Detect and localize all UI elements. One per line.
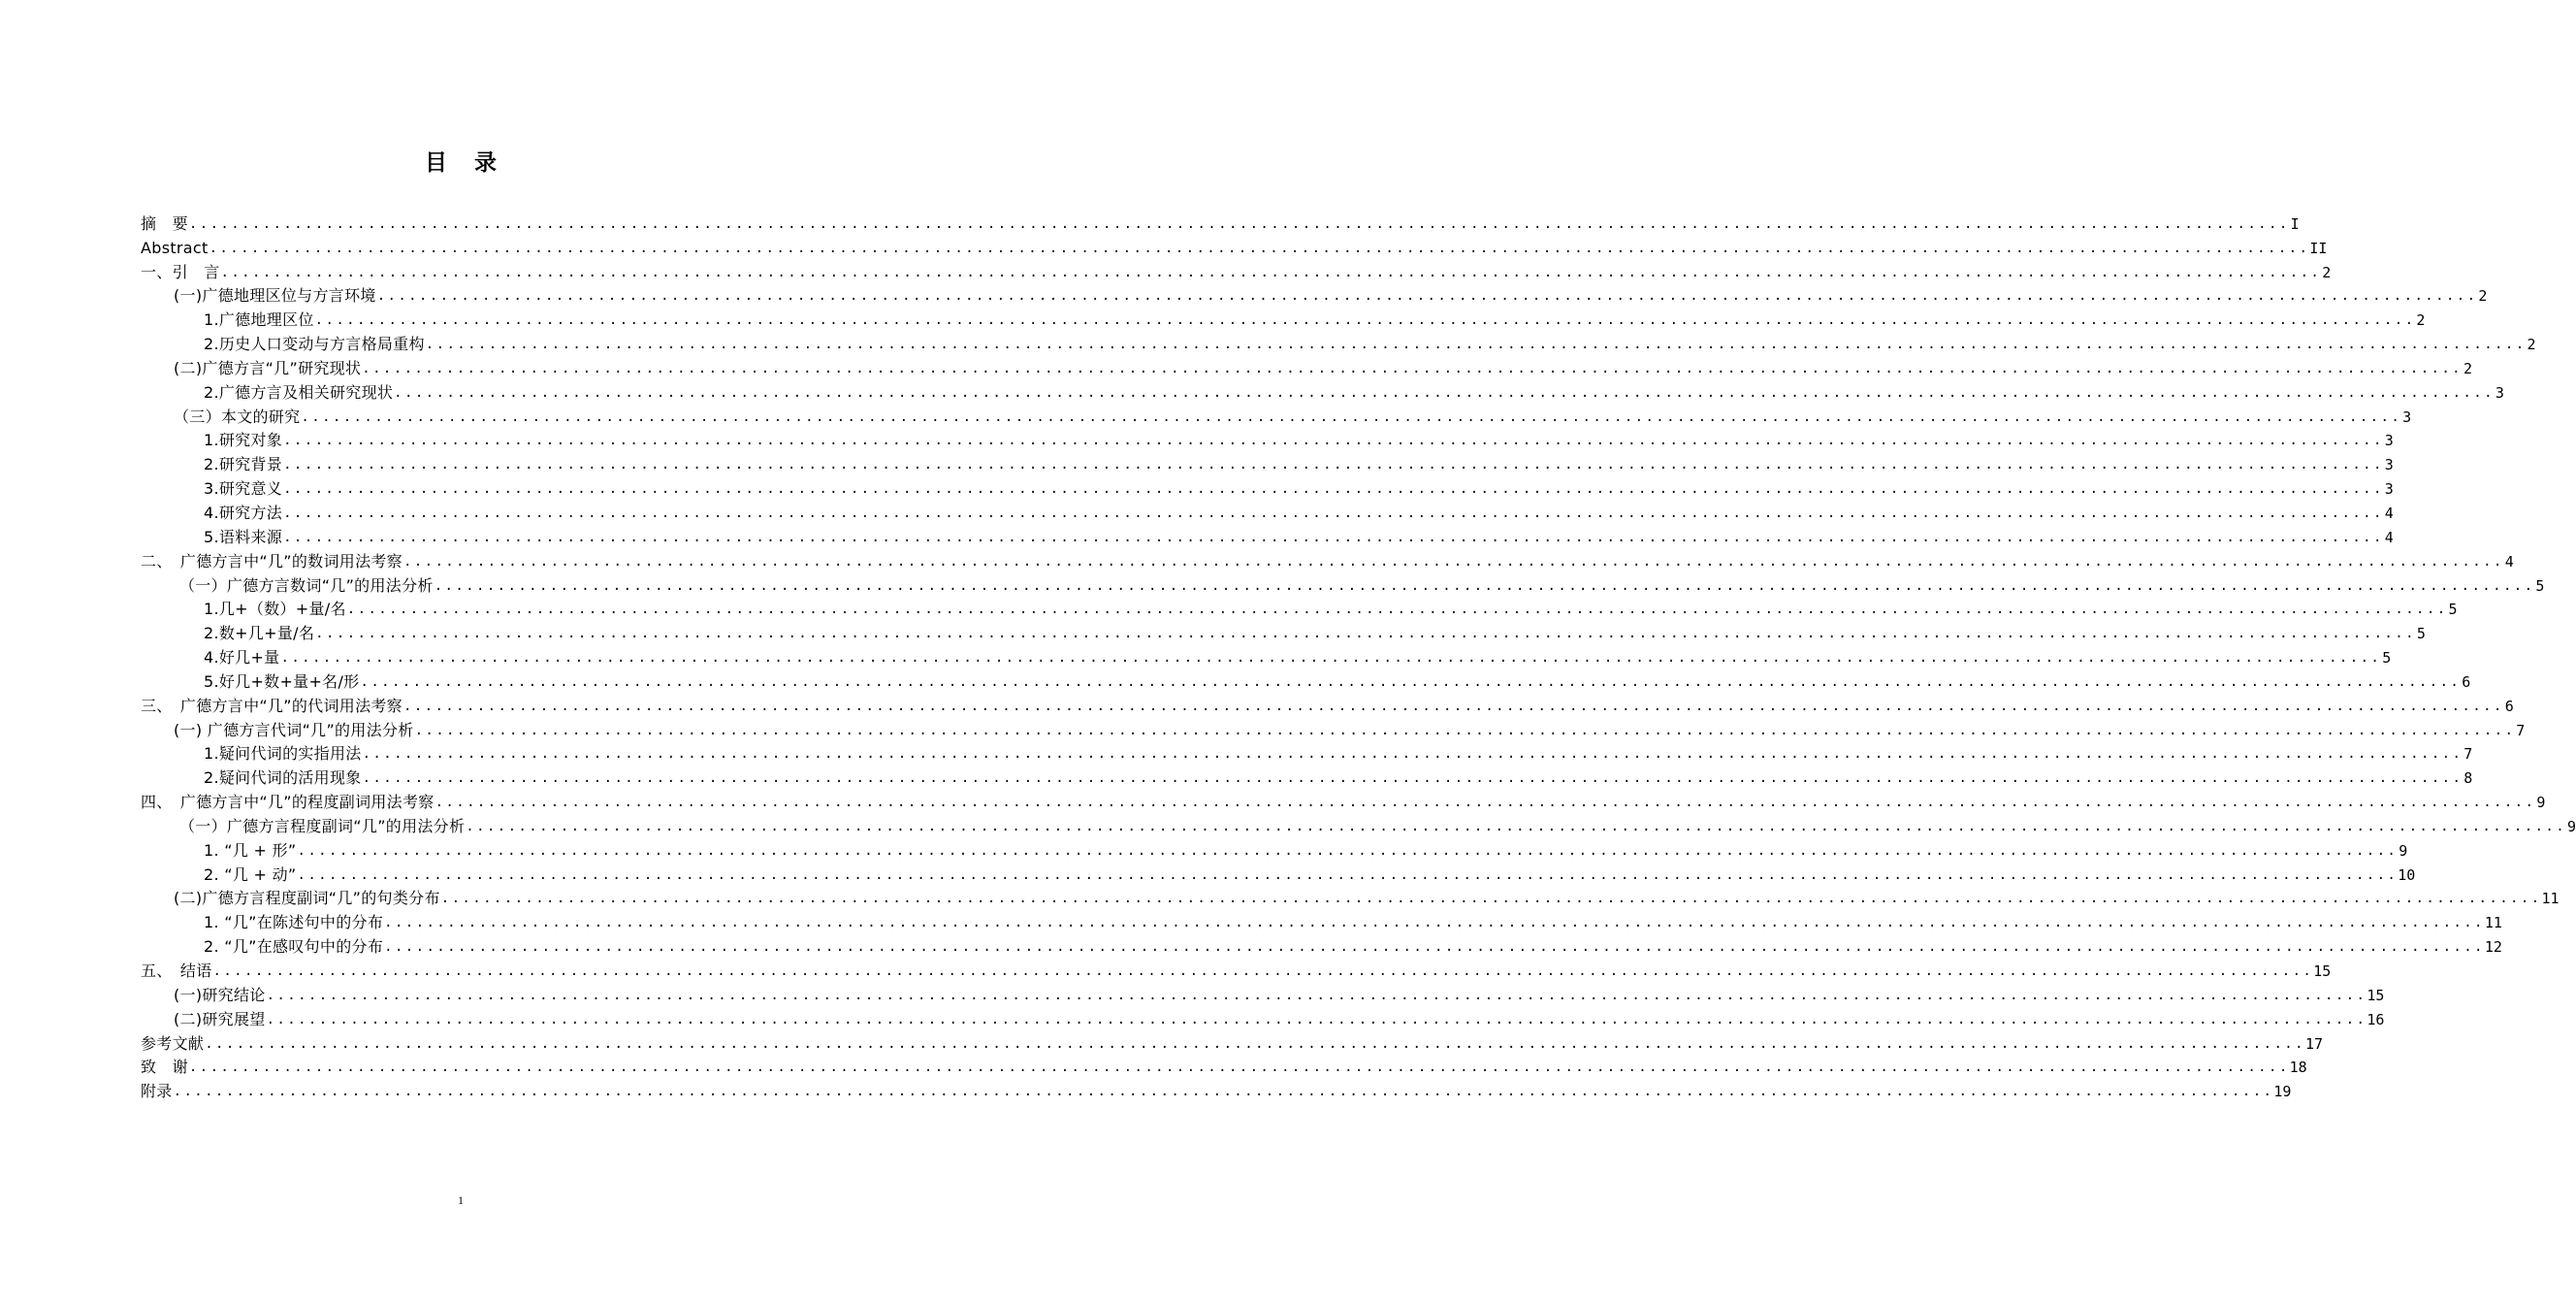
toc-entry[interactable] bbox=[141, 354, 2473, 378]
toc-entry-label: (一) 广德方言代词“几”的用法分析 bbox=[174, 720, 414, 739]
toc-entry-label: 1.广德地理区位 bbox=[204, 310, 314, 330]
toc-entry-label: 2.数+几+量/名 bbox=[204, 624, 315, 643]
toc-entry-page: 6 bbox=[2504, 697, 2514, 715]
toc-entry[interactable] bbox=[141, 403, 2412, 427]
toc-leader-dots: ........................................................................................................................................................................................................ bbox=[283, 457, 2384, 473]
toc-leader-dots: ........................................................................................................................................................................................................ bbox=[435, 795, 2536, 811]
toc-leader-dots: ........................................................................................................................................................................................................ bbox=[205, 1035, 2305, 1052]
toc-entry[interactable] bbox=[141, 885, 2560, 909]
toc-leader-dots: ........................................................................................................................................................................................................ bbox=[384, 915, 2485, 931]
toc-entry-page: 2 bbox=[2322, 263, 2332, 281]
toc-entry[interactable] bbox=[141, 596, 2458, 620]
toc-entry[interactable] bbox=[141, 957, 2332, 981]
toc-entry[interactable] bbox=[141, 932, 2502, 957]
toc-entry-page: 8 bbox=[2463, 769, 2473, 788]
toc-entry-label: 致 谢 bbox=[141, 1058, 188, 1077]
toc-leader-dots: ........................................................................................................................................................................................................ bbox=[402, 698, 2504, 714]
toc-entry-page: 5 bbox=[2416, 625, 2426, 643]
toc-entry-label: 1.研究对象 bbox=[204, 431, 283, 450]
toc-entry-label: 5.好几+数+量+名/形 bbox=[204, 671, 360, 691]
toc-entry-page: 17 bbox=[2304, 1034, 2324, 1053]
toc-entry-page: 12 bbox=[2484, 938, 2502, 957]
toc-leader-dots: ........................................................................................................................................................................................................ bbox=[283, 433, 2384, 449]
toc-leader-dots: ........................................................................................................................................................................................................ bbox=[188, 215, 2290, 232]
toc-entry[interactable] bbox=[141, 499, 2394, 523]
toc-entry-label: （一）广德方言程度副词“几”的用法分析 bbox=[179, 816, 466, 835]
toc-entry-label: (二)广德方言程度副词“几”的句类分布 bbox=[174, 889, 440, 908]
toc-entry[interactable] bbox=[141, 258, 2332, 282]
toc-entry-page: 15 bbox=[2367, 986, 2385, 1004]
toc-leader-dots: ........................................................................................................................................................................................................ bbox=[212, 963, 2314, 979]
toc-entry-label: 2.广德方言及相关研究现状 bbox=[204, 382, 394, 402]
toc-leader-dots: ........................................................................................................................................................................................................ bbox=[376, 288, 2478, 305]
toc-entry-label: (一)广德地理区位与方言环境 bbox=[174, 286, 376, 306]
toc-entry-page: 18 bbox=[2289, 1059, 2307, 1077]
toc-entry[interactable] bbox=[141, 427, 2394, 451]
toc-entry[interactable] bbox=[141, 692, 2514, 716]
toc-leader-dots: ........................................................................................................................................................................................................ bbox=[266, 1011, 2367, 1027]
toc-entry[interactable] bbox=[141, 306, 2426, 330]
toc-leader-dots: ........................................................................................................................................................................................................ bbox=[188, 1060, 2290, 1076]
page-number: 1 bbox=[458, 1193, 464, 1207]
toc-entry-page: 3 bbox=[2495, 383, 2504, 402]
toc-entry-label: 三、 广德方言中“几”的代词用法考察 bbox=[141, 696, 402, 715]
toc-entry-label: 3.研究意义 bbox=[204, 479, 283, 499]
toc-leader-dots: ........................................................................................................................................................................................................ bbox=[384, 939, 2485, 956]
toc-entry[interactable] bbox=[141, 378, 2504, 403]
toc-leader-dots: ........................................................................................................................................................................................................ bbox=[297, 866, 2399, 883]
toc-leader-dots: ........................................................................................................................................................................................................ bbox=[315, 626, 2416, 642]
toc-leader-dots: ........................................................................................................................................................................................................ bbox=[209, 240, 2310, 256]
toc-entry-page: I bbox=[2290, 214, 2300, 233]
toc-leader-dots: ........................................................................................................................................................................................................ bbox=[362, 360, 2463, 376]
toc-entry-page: 3 bbox=[2384, 432, 2394, 450]
toc-entry-page: 11 bbox=[2541, 890, 2560, 908]
toc-entry-page: 5 bbox=[2382, 649, 2392, 668]
toc-entry[interactable] bbox=[141, 1054, 2307, 1078]
toc-leader-dots: ........................................................................................................................................................................................................ bbox=[297, 842, 2399, 859]
toc-entry-label: 2. “几”在感叹句中的分布 bbox=[204, 937, 384, 957]
toc-entry[interactable] bbox=[141, 523, 2394, 547]
toc-entry-page: 10 bbox=[2398, 865, 2416, 884]
toc-entry-page: 3 bbox=[2384, 480, 2394, 499]
toc-entry-label: 附录 bbox=[141, 1082, 173, 1101]
toc-entry-label: Abstract bbox=[141, 238, 209, 257]
toc-entry[interactable] bbox=[141, 450, 2394, 474]
toc-leader-dots: ........................................................................................................................................................................................................ bbox=[280, 650, 2382, 667]
toc-entry-label: 1. “几 + 形” bbox=[204, 840, 297, 860]
toc-entry-label: 1.几+（数）+量/名 bbox=[204, 600, 346, 619]
toc-leader-dots: ........................................................................................................................................................................................................ bbox=[440, 891, 2542, 907]
toc-entry-label: 4.好几+量 bbox=[204, 648, 280, 668]
toc-entry-page: 7 bbox=[2463, 745, 2473, 764]
toc-entry[interactable] bbox=[141, 643, 2392, 668]
toc-entry-page: 19 bbox=[2273, 1083, 2292, 1101]
toc-leader-dots: ........................................................................................................................................................................................................ bbox=[283, 481, 2384, 498]
toc-entry-page: 2 bbox=[2527, 336, 2536, 354]
toc-entry[interactable] bbox=[141, 981, 2385, 1005]
toc-entry-page: 5 bbox=[2535, 576, 2545, 595]
toc-leader-dots: ........................................................................................................................................................................................................ bbox=[283, 505, 2384, 521]
toc-leader-dots: ........................................................................................................................................................................................................ bbox=[266, 987, 2367, 1003]
toc-entry[interactable] bbox=[141, 234, 2328, 258]
toc-entry-page: 9 bbox=[2567, 817, 2576, 835]
toc-entry[interactable] bbox=[141, 1077, 2292, 1101]
toc-entry-page: 4 bbox=[2504, 552, 2514, 570]
toc-entry-page: 3 bbox=[2384, 456, 2394, 474]
toc-entry-page: 4 bbox=[2384, 504, 2394, 522]
toc-entry-label: 4.研究方法 bbox=[204, 503, 283, 522]
toc-entry-page: II bbox=[2309, 239, 2328, 257]
toc-leader-dots: ........................................................................................................................................................................................................ bbox=[362, 770, 2463, 787]
toc-entry-page: 2 bbox=[2478, 287, 2488, 306]
toc-entry[interactable] bbox=[141, 740, 2473, 765]
toc-entry[interactable] bbox=[141, 812, 2576, 836]
toc-entry-label: 2. “几 + 动” bbox=[204, 864, 297, 884]
toc-entry-label: (二)广德方言“几”研究现状 bbox=[174, 358, 362, 377]
toc-entry-label: 1. “几”在陈述句中的分布 bbox=[204, 913, 384, 932]
toc-entry-page: 5 bbox=[2448, 601, 2458, 619]
toc-entry[interactable] bbox=[141, 1029, 2324, 1054]
toc-entry[interactable] bbox=[141, 668, 2471, 692]
toc-entry-page: 4 bbox=[2384, 528, 2394, 546]
toc-entry-page: 3 bbox=[2402, 408, 2412, 426]
table-of-contents bbox=[141, 210, 2576, 1101]
toc-entry-page: 9 bbox=[2536, 794, 2546, 812]
toc-entry-page: 16 bbox=[2367, 1010, 2385, 1028]
toc-entry[interactable] bbox=[141, 861, 2416, 885]
toc-entry-label: 2.研究背景 bbox=[204, 455, 283, 474]
toc-entry-page: 9 bbox=[2399, 841, 2408, 860]
toc-entry-label: 摘 要 bbox=[141, 213, 188, 233]
toc-leader-dots: ........................................................................................................................................................................................................ bbox=[402, 553, 2504, 570]
toc-entry-label: 1.疑问代词的实指用法 bbox=[204, 744, 362, 764]
toc-leader-dots: ........................................................................................................................................................................................................ bbox=[301, 408, 2402, 425]
toc-entry[interactable] bbox=[141, 908, 2502, 932]
toc-entry-label: 五、 结语 bbox=[141, 962, 212, 980]
toc-entry-page: 2 bbox=[2416, 311, 2426, 330]
toc-leader-dots: ........................................................................................................................................................................................................ bbox=[414, 722, 2516, 738]
toc-entry-label: (二)研究展望 bbox=[174, 1009, 266, 1028]
toc-entry[interactable] bbox=[141, 282, 2488, 307]
toc-entry-page: 6 bbox=[2462, 672, 2471, 691]
toc-leader-dots: ........................................................................................................................................................................................................ bbox=[283, 529, 2384, 545]
toc-entry-label: (一)研究结论 bbox=[174, 985, 266, 1004]
toc-entry-label: （一）广德方言数词“几”的用法分析 bbox=[179, 575, 434, 595]
toc-leader-dots: ........................................................................................................................................................................................................ bbox=[362, 746, 2463, 763]
toc-entry-label: 2.疑问代词的活用现象 bbox=[204, 768, 362, 788]
toc-entry-page: 7 bbox=[2516, 721, 2526, 739]
toc-entry[interactable] bbox=[141, 764, 2473, 788]
toc-entry[interactable] bbox=[141, 547, 2514, 571]
toc-leader-dots: ........................................................................................................................................................................................................ bbox=[434, 577, 2535, 594]
toc-leader-dots: ........................................................................................................................................................................................................ bbox=[466, 818, 2567, 834]
toc-entry-label: 二、 广德方言中“几”的数词用法考察 bbox=[141, 551, 402, 570]
toc-leader-dots: ........................................................................................................................................................................................................ bbox=[314, 312, 2416, 329]
toc-entry[interactable] bbox=[141, 788, 2546, 812]
toc-leader-dots: ........................................................................................................................................................................................................ bbox=[220, 264, 2322, 280]
toc-leader-dots: ........................................................................................................................................................................................................ bbox=[360, 673, 2462, 690]
toc-entry-page: 11 bbox=[2484, 914, 2502, 932]
toc-entry[interactable] bbox=[141, 1005, 2385, 1029]
toc-entry[interactable] bbox=[141, 619, 2426, 643]
toc-entry-page: 15 bbox=[2313, 962, 2332, 980]
toc-title: 目录 bbox=[425, 150, 524, 176]
toc-entry[interactable] bbox=[141, 210, 2300, 234]
toc-entry[interactable] bbox=[141, 474, 2394, 499]
toc-entry-label: 四、 广德方言中“几”的程度副词用法考察 bbox=[141, 793, 435, 812]
toc-entry[interactable] bbox=[141, 716, 2526, 740]
toc-entry-label: 5.语料来源 bbox=[204, 527, 283, 546]
toc-leader-dots: ........................................................................................................................................................................................................ bbox=[173, 1084, 2274, 1100]
toc-leader-dots: ........................................................................................................................................................................................................ bbox=[394, 384, 2495, 401]
toc-entry[interactable] bbox=[141, 330, 2536, 354]
toc-entry-page: 2 bbox=[2463, 359, 2473, 377]
toc-entry-label: 参考文献 bbox=[141, 1033, 205, 1053]
toc-entry[interactable] bbox=[141, 836, 2408, 861]
toc-entry[interactable] bbox=[141, 571, 2545, 596]
toc-entry-label: 一、引 言 bbox=[141, 262, 220, 281]
toc-leader-dots: ........................................................................................................................................................................................................ bbox=[425, 337, 2527, 353]
toc-entry-label: （三）本文的研究 bbox=[174, 407, 301, 426]
toc-entry-label: 2.历史人口变动与方言格局重构 bbox=[204, 335, 425, 354]
toc-leader-dots: ........................................................................................................................................................................................................ bbox=[346, 602, 2448, 618]
